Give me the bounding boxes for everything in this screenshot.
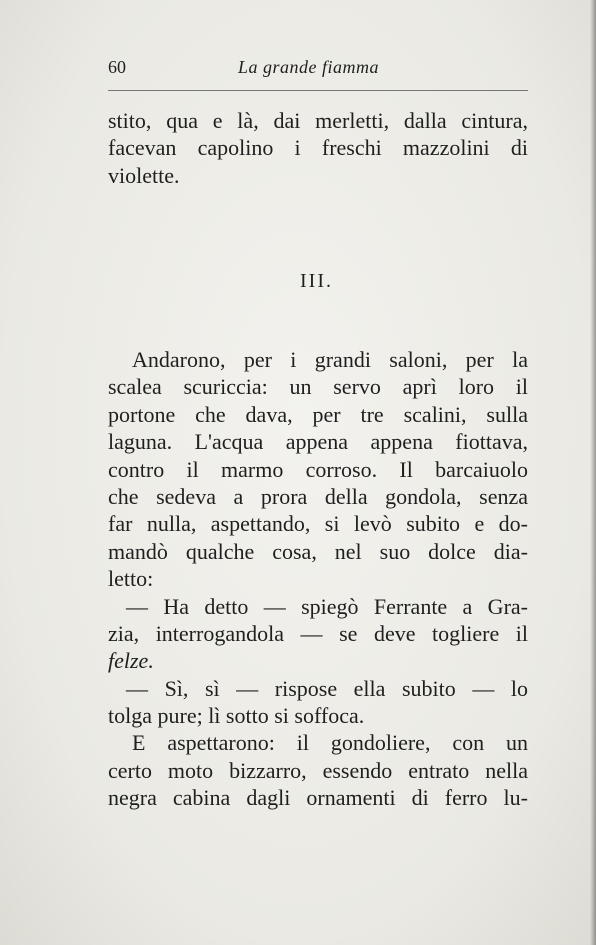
running-title: La grande fiamma [238,57,380,77]
text-line: che sedeva a prora della gondola, senza [108,483,528,509]
dialogue-line: — Ha detto — spiegò Ferrante a Gra- [126,593,528,619]
dialogue-line-italic: felze. [108,648,154,674]
text-line: scalea scuriccia: un servo aprì loro il [108,374,528,400]
section-heading: III. [300,270,333,292]
page-edge-shadow [590,0,596,945]
text-line: portone che dava, per tre scalini, sulla [108,401,528,427]
text-line: stito, qua e là, dai merletti, dalla cintura, [108,108,528,133]
text-line: violette. [108,162,180,188]
text-line: laguna. L'acqua appena appena fiottava, [108,429,528,455]
header-rule [108,90,528,91]
text-line: E aspettarono: il gondoliere, con un [132,730,528,756]
text-line: Andarono, per i grandi saloni, per la [132,347,528,372]
text-line: contro il marmo corroso. Il barcaiuolo [108,456,528,482]
text-line: certo moto bizzarro, essendo entrato nella [108,757,528,783]
text-line: mandò qualche cosa, nel suo dolce dia- [108,538,528,564]
paragraph-main [108,346,528,812]
paragraph-continuation [108,107,528,189]
page-number: 60 [108,57,126,77]
text-line: negra cabina dagli ornamenti di ferro lu- [108,785,528,811]
dialogue-line: zia, interrogandola — se deve togliere il [108,620,528,646]
dialogue-line: — Sì, sì — rispose ella subito — lo [126,675,528,701]
text-line: far nulla, aspettando, si levò subito e do- [108,511,528,537]
dialogue-line: tolga pure; lì sotto si soffoca. [108,703,365,729]
text-line: letto: [108,566,154,592]
page-header [108,57,528,83]
text-line: facevan capolino i freschi mazzolini di [108,135,528,161]
